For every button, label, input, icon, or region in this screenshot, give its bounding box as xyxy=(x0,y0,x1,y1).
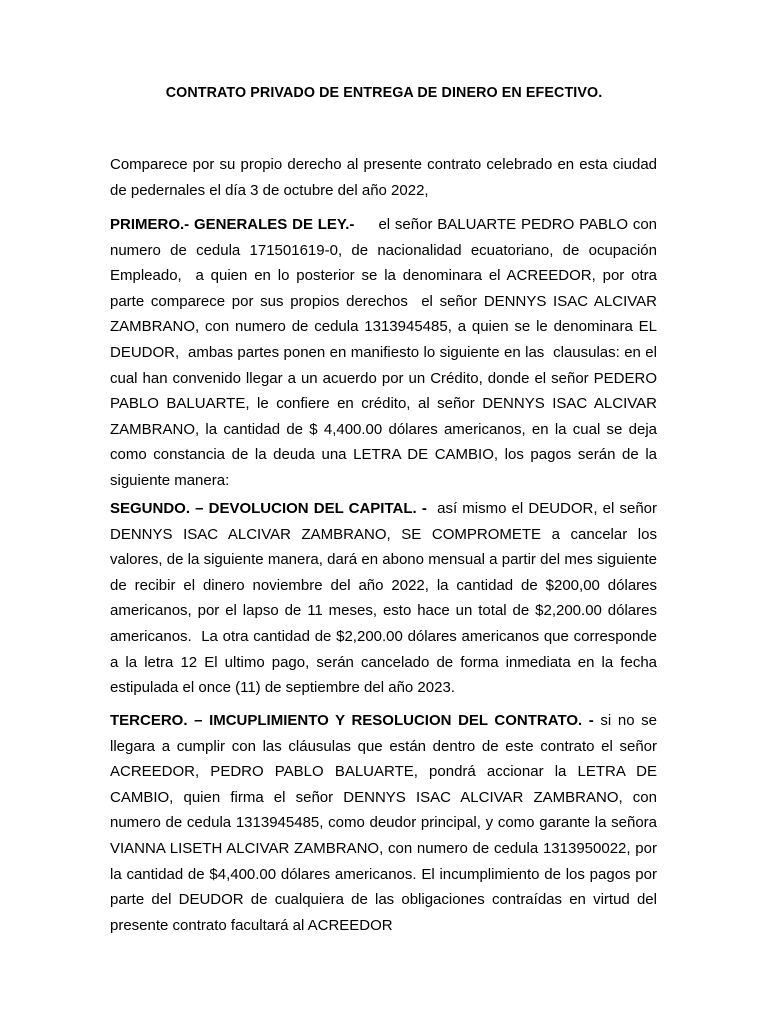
clause-segundo-text: así mismo el DEUDOR, el señor DENNYS ISAC ALCIVAR ZAMBRANO, SE COMPROMETE a cancelar los valores, de la siguiente manera, dará en abono mensual a partir del mes siguiente de recibir el dinero noviembre del año 2022, la cantidad de $200,00 dólares americanos, por el lapso de 11 meses, esto hace un total de $2,200.00 dólares americanos. La otra cantidad de $2,200.00 dólares americanos que corresponde a la letra 12 El ultimo pago, serán cancelado de forma inmediata en la fecha estipulada el once (11) de septiembre del año 2023. xyxy=(110,500,662,697)
clause-tercero-text: si no se llegara a cumplir con las cláusulas que están dentro de este contrato el señor ACREEDOR, PEDRO PABLO BALUARTE, pondrá accionar la LETRA DE CAMBIO, quien firma el señor DENNYS ISAC ALCIVAR ZAMBRANO, con numero de cedula 1313945485, como deudor principal, y como garante la señora VIANNA LISETH ALCIVAR ZAMBRANO, con numero de cedula 1313950022, por la cantidad de $4,400.00 dólares americanos. El incumplimiento de los pagos por parte del DEUDOR de cualquiera de las obligaciones contraídas en virtud del presente contrato facultará al ACREEDOR xyxy=(110,712,662,934)
clause-primero-text: el señor BALUARTE PEDRO PABLO con numero de cedula 171501619-0, de nacionalidad ecuatoriano, de ocupación Empleado, a quien en lo posterior se la denominara el ACREEDOR, por otra parte comparece por sus propios derechos el señor DENNYS ISAC ALCIVAR ZAMBRANO, con numero de cedula 1313945485, a quien se le denominara EL DEUDOR, ambas partes ponen en manifiesto lo siguiente en las clausulas: en el cual han convenido llegar a un acuerdo por un Crédito, donde el señor PEDERO PABLO BALUARTE, le confiere en crédito, al señor DENNYS ISAC ALCIVAR ZAMBRANO, la cantidad de $ 4,400.00 dólares americanos, en la cual se deja como constancia de la deuda una LETRA DE CAMBIO, los pagos serán de la siguiente manera: xyxy=(110,216,662,489)
document-title: CONTRATO PRIVADO DE ENTREGA DE DINERO EN EFECTIVO. xyxy=(165,85,603,101)
clause-tercero-heading: TERCERO. – IMCUPLIMIENTO Y RESOLUCION DEL CONTRATO. - xyxy=(110,712,594,729)
clause-segundo-heading: SEGUNDO. – DEVOLUCION DEL CAPITAL. - xyxy=(110,500,427,517)
intro-paragraph: Comparece por su propio derecho al presente contrato celebrado en esta ciudad de pedernales el día 3 de octubre del año 2022, xyxy=(110,156,657,199)
clause-primero xyxy=(110,212,662,494)
clause-primero-heading: PRIMERO.- GENERALES DE LEY.- xyxy=(110,216,355,233)
clause-tercero xyxy=(110,708,662,938)
clause-segundo xyxy=(110,496,662,701)
